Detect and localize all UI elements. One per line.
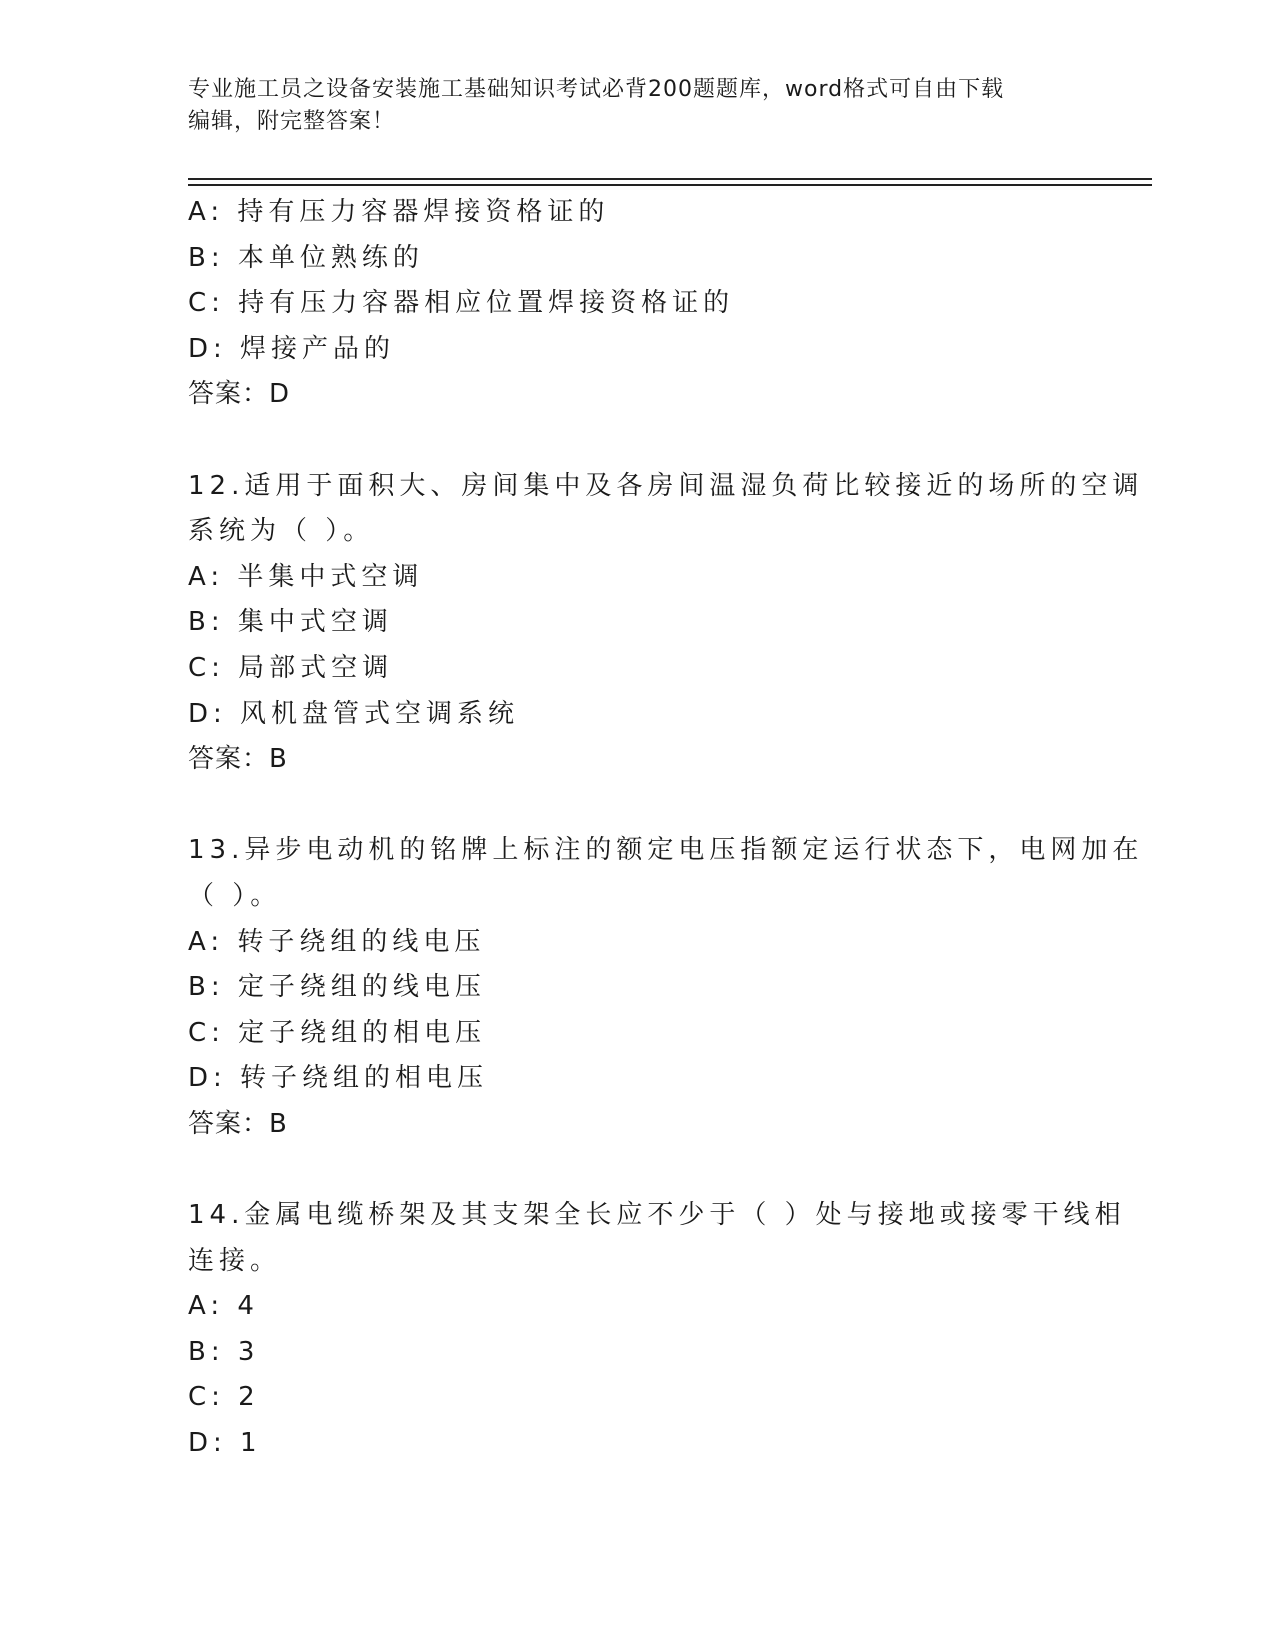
question-list <box>188 190 1144 1467</box>
option-b: B: 集中式空调 <box>188 607 393 638</box>
answer-label: 答案：B <box>188 1108 288 1139</box>
option-c: C: 2 <box>188 1382 260 1413</box>
option-c: C: 持有压力容器相应位置焊接资格证的 <box>188 288 735 319</box>
question-stem-line-2: 连接。 <box>188 1245 282 1276</box>
question-14 <box>188 1193 1126 1467</box>
question-13 <box>188 828 1144 1147</box>
question-stem-line-2: （ ）。 <box>188 880 282 911</box>
option-a: A: 半集中式空调 <box>188 561 424 592</box>
option-c: C: 局部式空调 <box>188 652 394 683</box>
question-stem-line-2: 系统为（ ）。 <box>188 516 375 547</box>
option-a: A: 持有压力容器焊接资格证的 <box>188 197 610 227</box>
option-d: D: 1 <box>188 1428 262 1459</box>
question-stem-line-1: 12.适用于面积大、房间集中及各房间温湿负荷比较接近的场所的空调 <box>188 470 1144 501</box>
option-a: A: 4 <box>188 1291 259 1322</box>
question-stem-line-1: 14.金属电缆桥架及其支架全长应不少于（ ）处与接地或接零干线相 <box>188 1200 1126 1231</box>
header-divider-bottom <box>188 184 1152 186</box>
option-a: A: 转子绕组的线电压 <box>188 926 486 957</box>
header-line-2: 编辑，附完整答案！ <box>188 109 396 134</box>
header-divider-top <box>188 178 1152 180</box>
option-c: C: 定子绕组的相电压 <box>188 1017 487 1048</box>
option-d: D: 风机盘管式空调系统 <box>188 698 520 729</box>
option-d: D: 转子绕组的相电压 <box>188 1063 489 1094</box>
header-line-1: 专业施工员之设备安装施工基础知识考试必背200题题库，word格式可自由下载 <box>188 77 1005 102</box>
document-header <box>188 74 1068 138</box>
option-d: D: 焊接产品的 <box>188 333 396 364</box>
question-stem-line-1: 13.异步电动机的铭牌上标注的额定电压指额定运行状态下，电网加在 <box>188 835 1144 866</box>
question-12 <box>188 464 1144 783</box>
option-b: B: 本单位熟练的 <box>188 242 424 273</box>
option-b: B: 3 <box>188 1336 260 1367</box>
question-11 <box>188 190 1088 418</box>
option-b: B: 定子绕组的线电压 <box>188 972 486 1003</box>
answer-label: 答案：B <box>188 744 288 775</box>
answer-label: 答案：D <box>188 379 291 410</box>
